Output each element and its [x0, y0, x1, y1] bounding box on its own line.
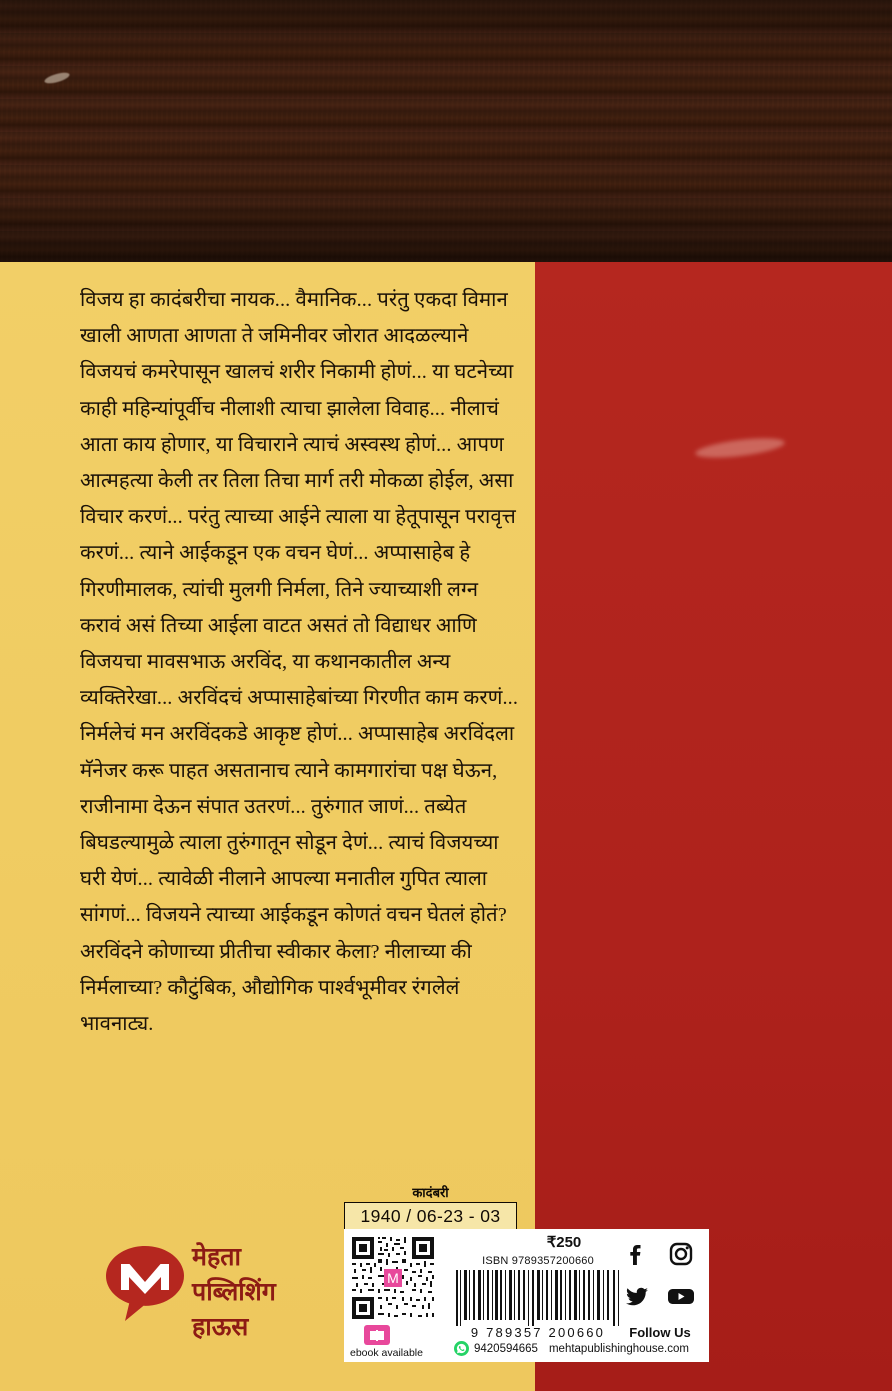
isbn-label: ISBN 9789357200660: [482, 1255, 594, 1267]
price-label: ₹250: [546, 1234, 582, 1251]
publisher-logo: [104, 1238, 334, 1358]
svg-text:M: M: [387, 1270, 399, 1286]
publisher-line-2: पब्लिशिंग: [192, 1279, 276, 1306]
ebook-label: ebook available: [350, 1347, 423, 1359]
top-wood-band: [0, 0, 892, 262]
barcode: [452, 1270, 624, 1326]
wood-grain-texture: [0, 0, 892, 262]
youtube-icon[interactable]: [664, 1279, 698, 1313]
whatsapp-number: 9420594665: [474, 1342, 538, 1355]
website-label[interactable]: mehtapublishinghouse.com: [548, 1342, 689, 1355]
publisher-mark-icon: [104, 1244, 186, 1324]
category-block: [344, 1186, 517, 1232]
facebook-icon[interactable]: [620, 1237, 654, 1271]
category-code: 1940 / 06-23 - 03: [344, 1202, 517, 1232]
publisher-line-3: हाऊस: [192, 1314, 249, 1341]
publisher-line-1: मेहता: [192, 1244, 241, 1271]
ebook-availability: [350, 1325, 450, 1359]
instagram-icon[interactable]: [664, 1237, 698, 1271]
publisher-name: [192, 1240, 342, 1345]
follow-us-label: Follow Us: [629, 1325, 691, 1340]
social-icons: [612, 1235, 708, 1327]
commerce-card: [344, 1229, 709, 1362]
qr-code[interactable]: [350, 1235, 436, 1321]
whatsapp-icon: [454, 1341, 469, 1356]
red-side-panel: [535, 262, 892, 1391]
book-blurb: [80, 282, 520, 1042]
twitter-icon[interactable]: [620, 1279, 654, 1313]
category-label: कादंबरी: [412, 1185, 449, 1200]
barcode-number: 9 789357 200660: [470, 1325, 606, 1340]
contact-line: [454, 1341, 704, 1356]
blurb-text: विजय हा कादंबरीचा नायक... वैमानिक... परंतु एकदा विमान खाली आणता आणता ते जमिनीवर जोरात आदळल्याने विजयचं कमरेपासून खालचं शरीर निकामी होणं... या घटनेच्या काही महिन्यांपूर्वीच नीलाशी त्याचा झालेला विवाह... नीलाचं आता काय होणार, या विचाराने त्याचं अस्वस्थ होणं... आपण आत्महत्या केली तर तिला तिचा मार्ग तरी मोकळा होईल, असा विचार करणं... परंतु त्याच्या आईने त्याला या हेतूपासून परावृत्त करणं... त्याने आईकडून एक वचन घेणं... अप्पासाहेब हे गिरणीमालक, त्यांची मुलगी निर्मला, तिने ज्याच्याशी लग्न करावं असं तिच्या आईला वाटत असतं तो विद्याधर आणि विजयचा मावसभाऊ अरविंद, या कथानकातील अन्य व्यक्तिरेखा... अरविंदचं अप्पासाहेबांच्या गिरणीत काम करणं... निर्मलेचं मन अरविंदकडे आकृष्ट होणं... अप्पासाहेब अरविंदला मॅनेजर करू पाहत असतानाच त्याने कामगारांचा पक्ष घेऊन, राजीनामा देऊन संपात उतरणं... तुरुंगात जाणं... तब्येत बिघडल्यामुळे त्याला तुरुंगातून सोडून देणं... त्याचं विजयच्या घरी येणं... त्यावेळी नीलाने आपल्या मनातील गुपित त्याला सांगणं... विजयने त्याच्या आईकडून कोणतं वचन घेतलं होतं? अरविंदने कोणाच्या प्रीतीचा स्वीकार केला? नीलाच्या की निर्मलाच्या? कौटुंबिक, औद्योगिक पार्श्वभूमीवर रंगलेलं भावनाट्य.: [80, 289, 519, 1036]
ebook-icon: [364, 1325, 390, 1345]
red-panel-smudge: [694, 435, 785, 462]
